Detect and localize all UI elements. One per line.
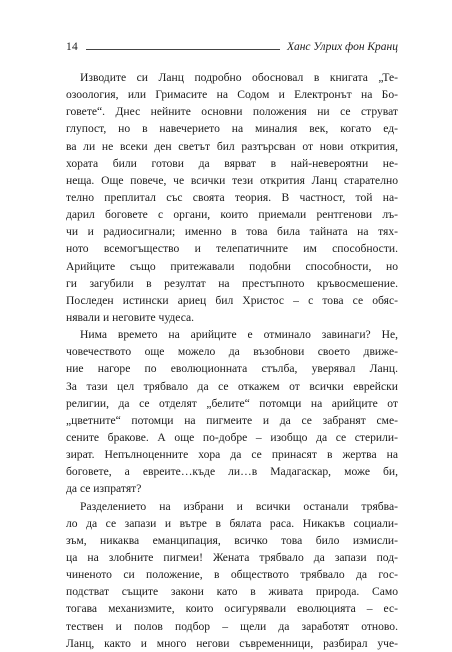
text-line: ното всемогъщество и телепатичните им способности.	[66, 242, 398, 256]
text-line: тогава механизмите, които осигурявали еволюцията – ес-	[66, 602, 398, 616]
text-line: ги загубили в резултат на престъпното кръвосмешение.	[66, 276, 398, 290]
text-line: тествен и полов подбор – щели да заработят отново.	[66, 619, 398, 633]
text-line: да се изпратят?	[66, 482, 142, 496]
page-number: 14	[66, 41, 78, 53]
text-line: озоология, или Гримасите на Содом и Електронът на Бо-	[66, 88, 398, 102]
text-line: Разделението на избрани и всички останали трябва-	[80, 499, 398, 513]
text-line: Последен истински ариец бил Христос – с това се обяс-	[66, 293, 398, 307]
page-header	[66, 39, 398, 55]
running-title: Ханс Улрих фон Кранц	[286, 41, 398, 53]
text-line: ца на злобните пигмеи! Жената трябвало да запази под-	[66, 550, 398, 564]
text-line: телно преплитал със своята теория. В частност, той на-	[66, 190, 398, 204]
text-line: говете“. Днес нейните основни положения ни се струват	[66, 105, 398, 119]
text-line: За тази цел трябвало да се откажем от всички еврейски	[66, 379, 398, 393]
text-line: сените бракове. А още по-добре – изобщо да се стерили-	[66, 430, 398, 444]
text-line: Арийците също притежавали подобни способности, но	[66, 259, 398, 273]
text-line: хората били готови да вярват в най-невероятни не-	[66, 156, 398, 170]
text-line: подстват същите закони като в живата природа. Само	[66, 585, 398, 599]
text-line: ва ли не всеки ден светът бил разтърсван от нови открития,	[66, 139, 398, 153]
text-line: „цветните“ потомци на пигмеите и да се забранят сме-	[66, 413, 398, 427]
header-rule	[86, 49, 280, 50]
text-line: чиненото си положение, в обществото трябвало да гос-	[66, 568, 398, 582]
text-line: религии, да се отделят „белите“ потомци на арийците от	[66, 396, 398, 410]
text-line: нявали и неговите чудеса.	[66, 310, 195, 324]
text-line: зъм, никаква еманципация, всичко това било измисли-	[66, 533, 398, 547]
text-line: Изводите си Ланц подробно обосновал в книгата „Те-	[80, 71, 398, 84]
text-line: глупост, но в навечерието на миналия век, когато ед-	[66, 122, 398, 136]
text-line: неща. Още повече, че всички тези открития Ланц старателно	[66, 173, 398, 187]
text-line: дарил боговете с органи, които приемали рентгенови лъ-	[66, 208, 398, 222]
text-line: ло да се запази и вътре в бялата раса. Никакъв социали-	[66, 516, 398, 530]
text-line: зират. Непълноценните хора да се принасят в жертва на	[66, 448, 398, 462]
text-line: ние нагоре по еволюционната стълба, уверявал Ланц.	[66, 362, 398, 376]
body-text	[66, 69, 398, 652]
text-line: човечеството още можело да възобнови своето движе-	[66, 345, 398, 359]
text-line: Ланц, както и много негови съвременници, разбирал уче-	[66, 636, 398, 650]
text-line: чи и радиосигнали; именно в това била тайната на тях-	[66, 225, 398, 239]
text-line: Нима времето на арийците е отминало завинаги? Не,	[80, 328, 398, 342]
text-line: боговете, а евреите…къде ли…в Мадагаскар, може би,	[66, 465, 398, 479]
